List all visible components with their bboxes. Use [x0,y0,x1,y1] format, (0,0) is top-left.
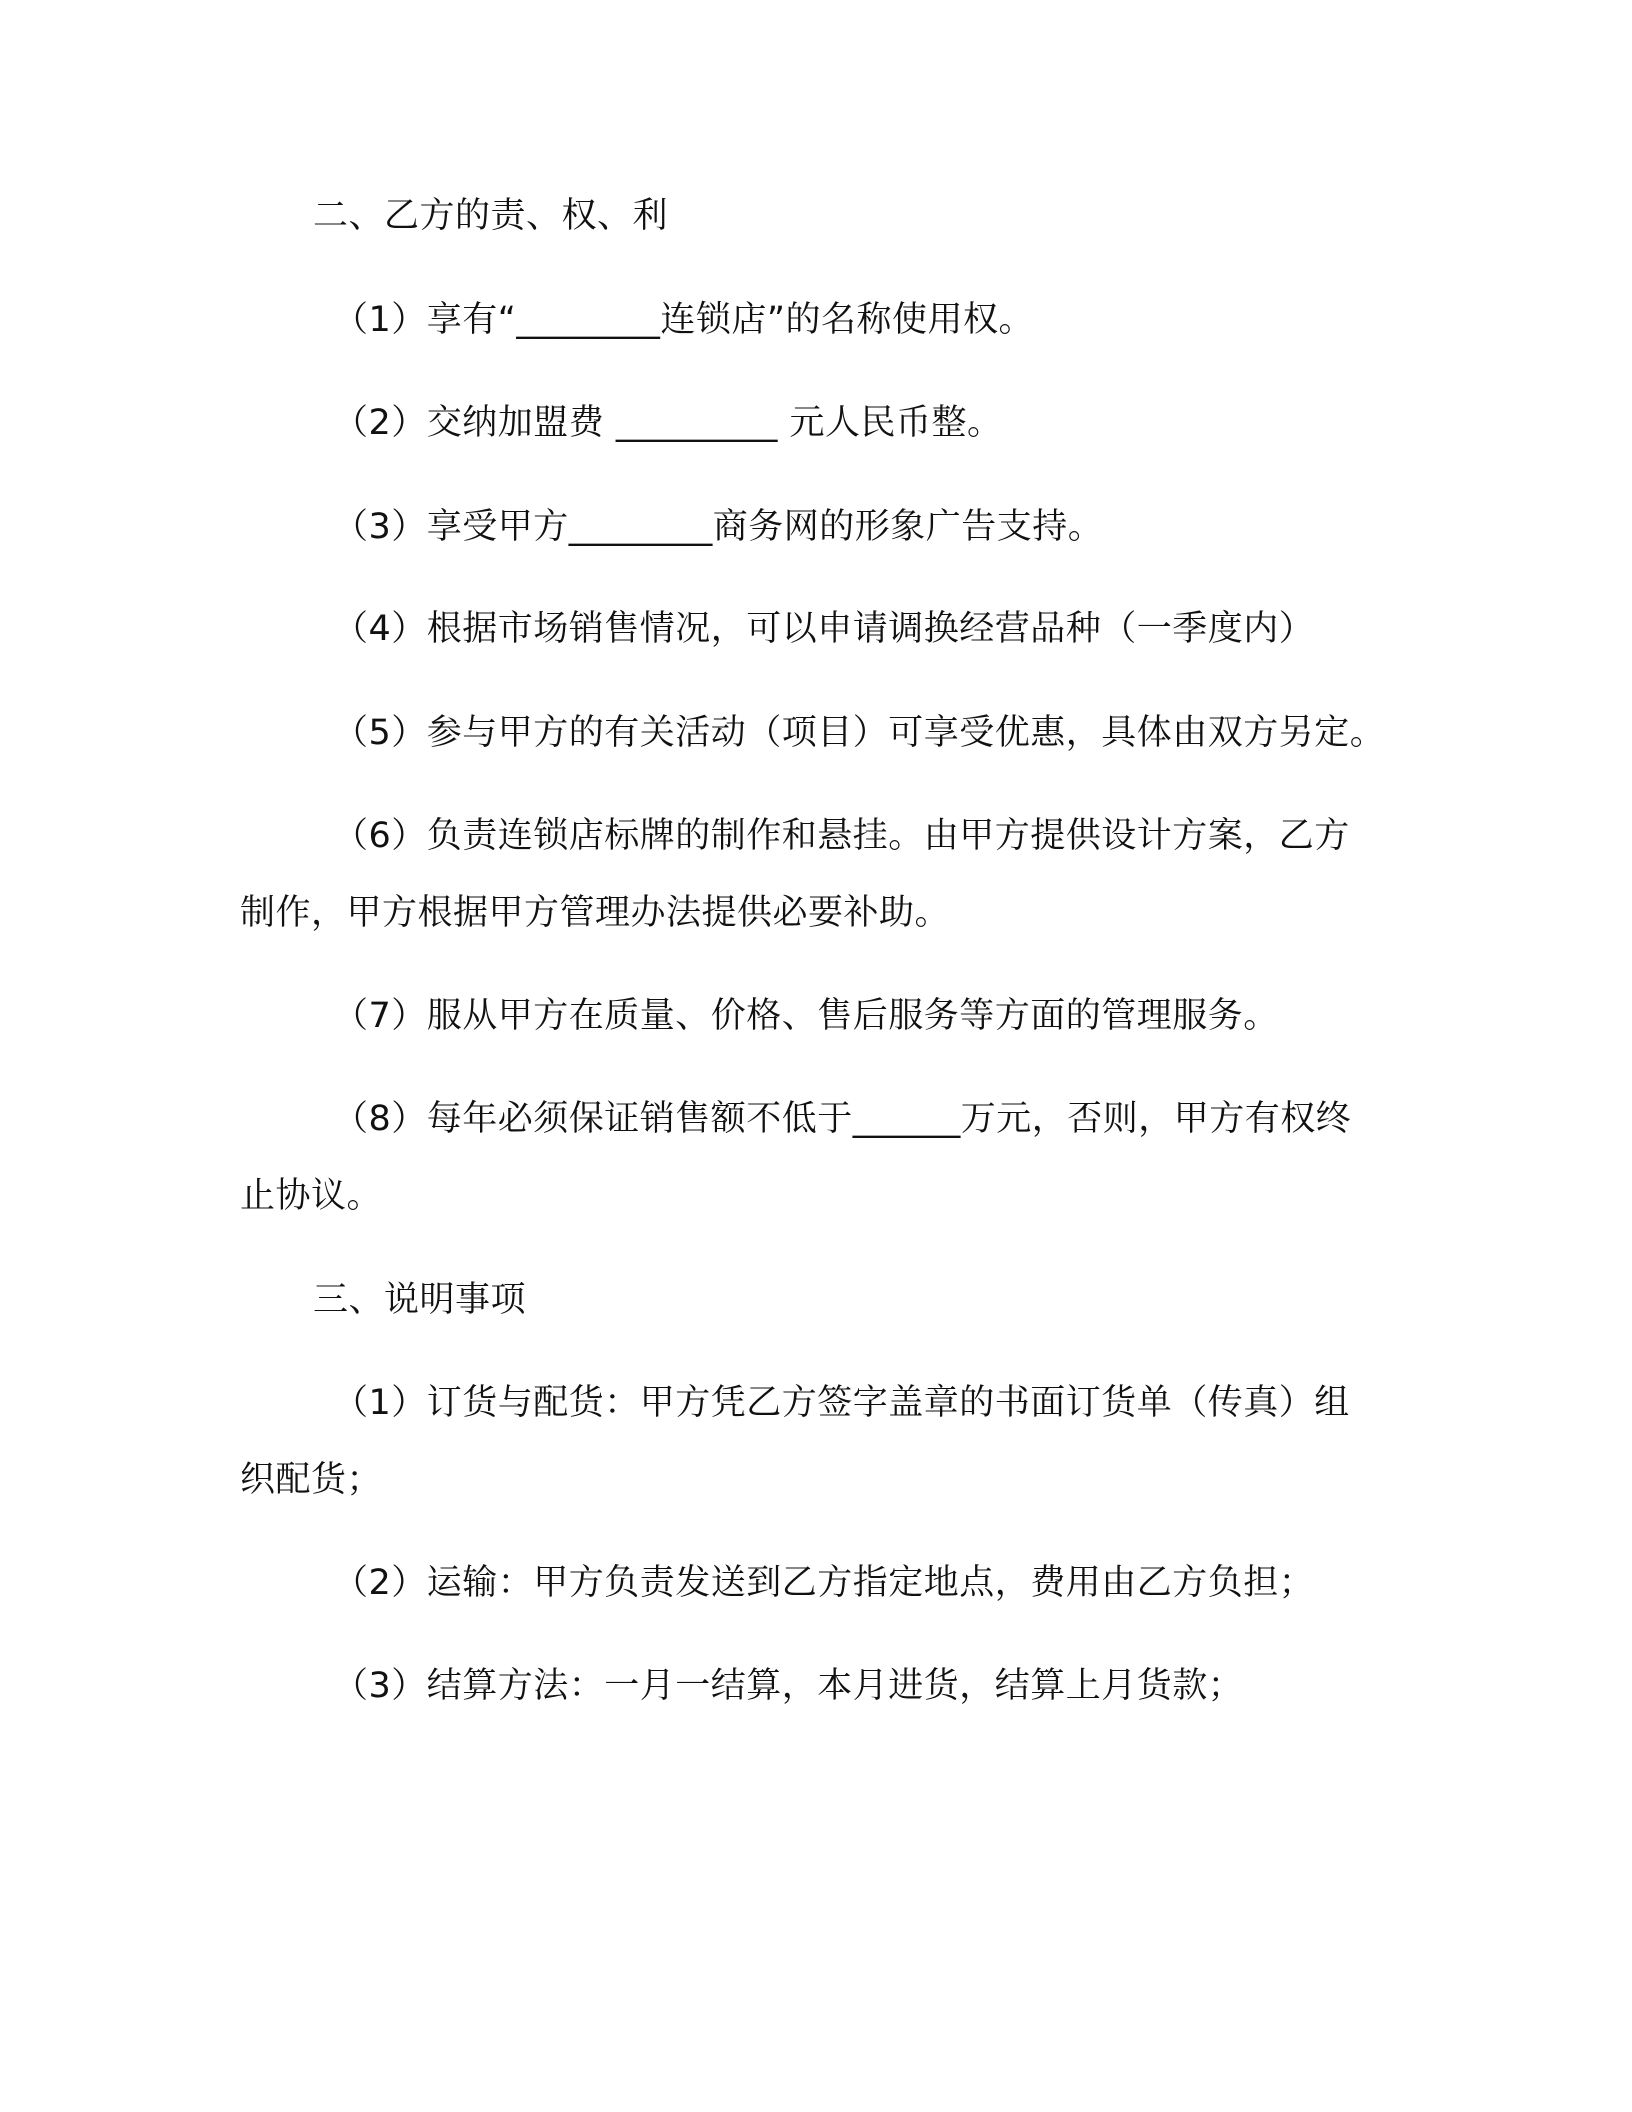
section-2-item-6: （6）负责连锁店标牌的制作和悬挂。由甲方提供设计方案，乙方 [333,816,1350,856]
section-3-heading: 三、说明事项 [313,1280,527,1320]
section-2-item-4: （4）根据市场销售情况，可以申请调换经营品种（一季度内） [333,609,1315,649]
section-2-item-3: （3）享受甲方________商务网的形象广告支持。 [333,507,1104,547]
section-2-item-1: （1）享有“________连锁店”的名称使用权。 [333,300,1035,340]
section-2-item-2: （2）交纳加盟费 _________ 元人民币整。 [333,403,1003,443]
section-2-heading: 二、乙方的责、权、利 [313,196,669,236]
section-2-item-8-continued: 止协议。 [240,1176,383,1216]
section-2-item-6-continued: 制作，甲方根据甲方管理办法提供必要补助。 [240,893,951,933]
section-3-item-1-continued: 织配货； [240,1460,383,1500]
section-2-item-5: （5）参与甲方的有关活动（项目）可享受优惠，具体由双方另定。 [333,713,1386,753]
section-2-item-7: （7）服从甲方在质量、价格、售后服务等方面的管理服务。 [333,996,1279,1036]
section-2-item-8: （8）每年必须保证销售额不低于______万元，否则，甲方有权终 [333,1099,1352,1139]
section-3-item-1: （1）订货与配货：甲方凭乙方签字盖章的书面订货单（传真）组 [333,1383,1350,1423]
section-3-item-3: （3）结算方法：一月一结算，本月进货，结算上月货款； [333,1666,1244,1706]
section-3-item-2: （2）运输：甲方负责发送到乙方指定地点，费用由乙方负担； [333,1563,1315,1603]
